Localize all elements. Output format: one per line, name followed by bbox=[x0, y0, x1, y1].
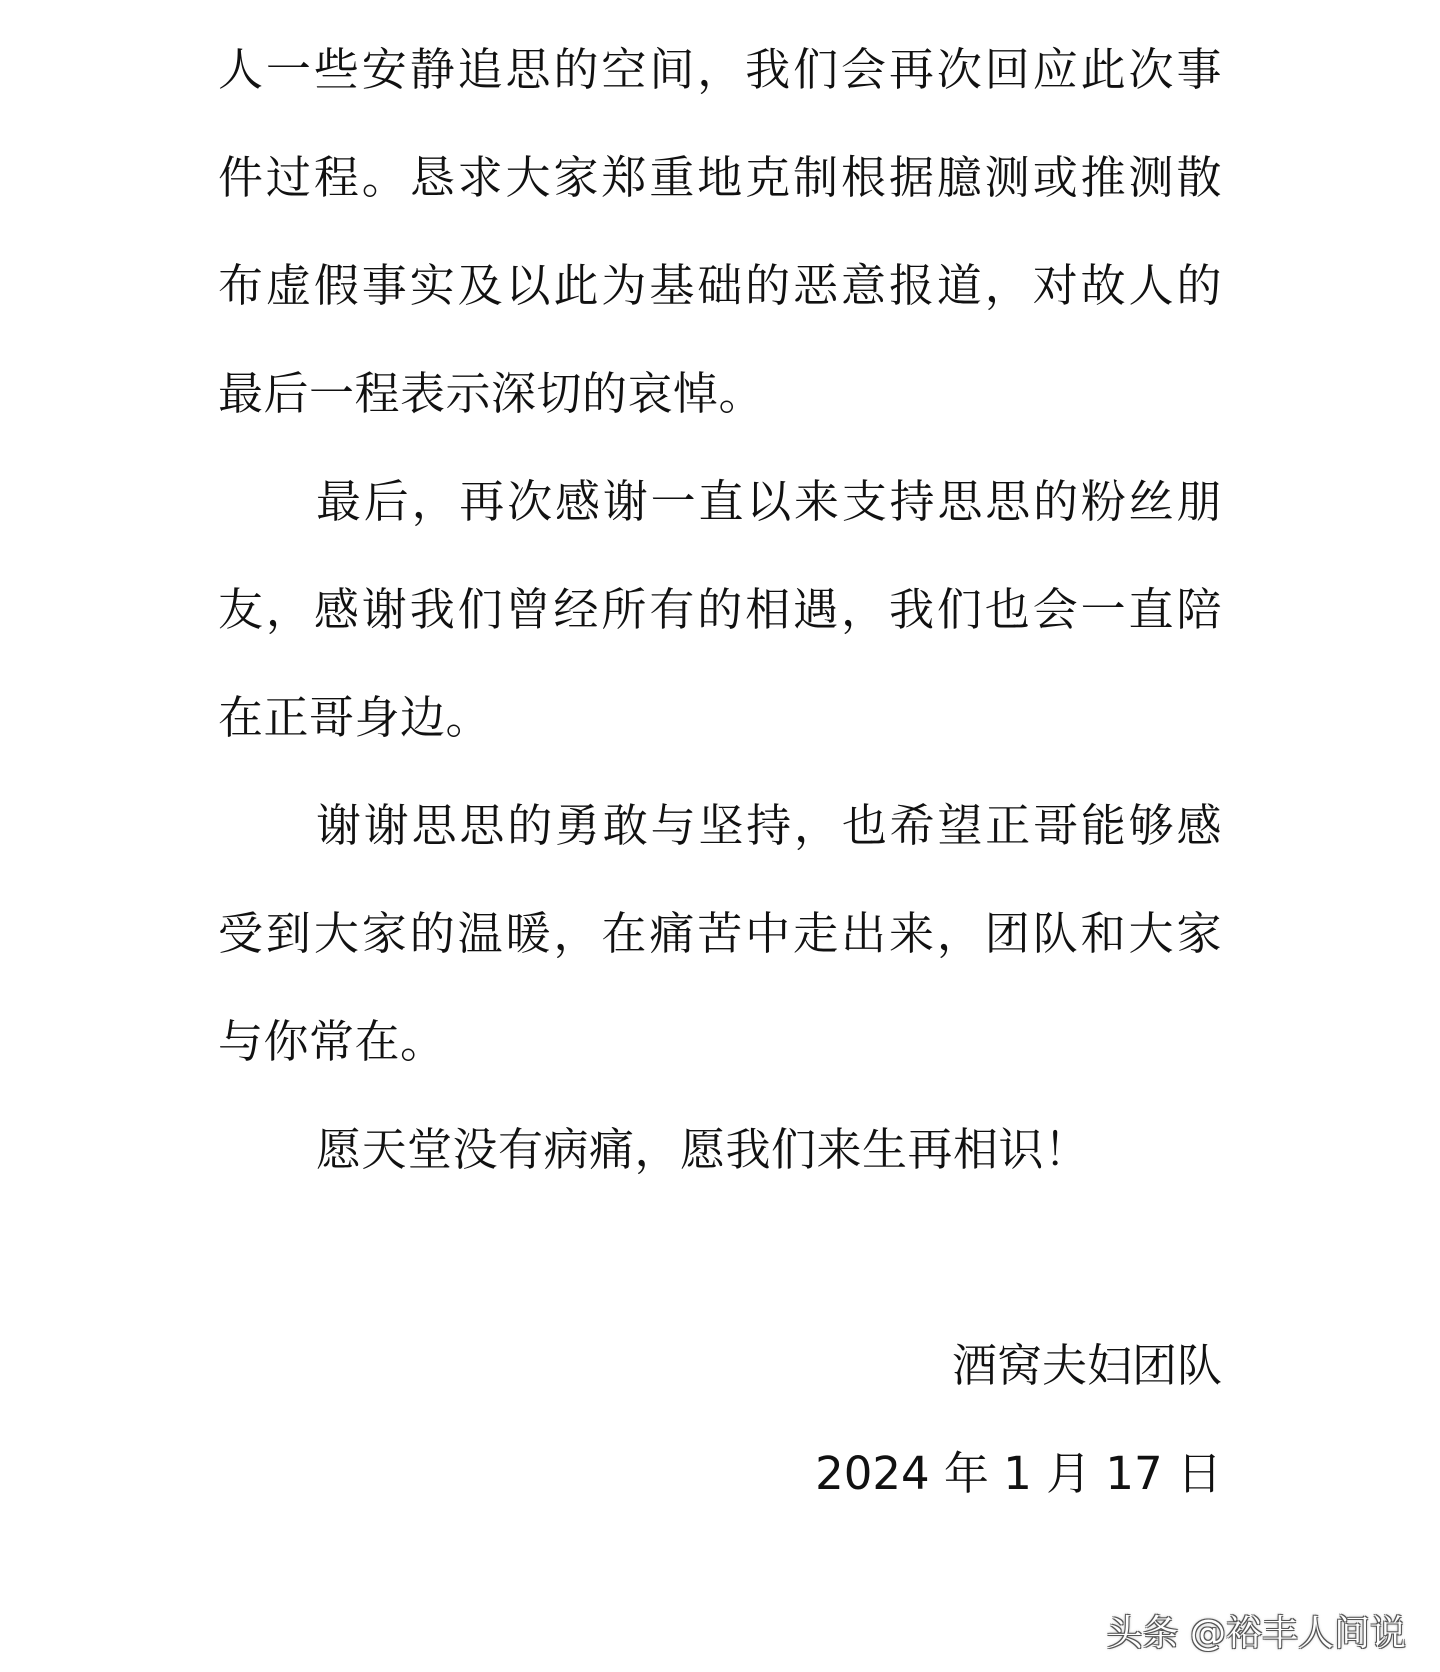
paragraph-2-line-3: 在正哥身边。 bbox=[218, 691, 492, 744]
paragraph-1-line-3: 布虚假事实及以此为基础的恶意报道，对故人的 bbox=[218, 259, 1222, 312]
paragraph-3-line-3: 与你常在。 bbox=[218, 1015, 446, 1068]
paragraph-3-line-1: 谢谢思思的勇敢与坚持，也希望正哥能够感 bbox=[316, 799, 1222, 852]
signature-team: 酒窝夫妇团队 bbox=[951, 1339, 1222, 1392]
signature-date: 2024 年 1 月 17 日 bbox=[815, 1447, 1222, 1500]
paragraph-4-line-1: 愿天堂没有病痛，愿我们来生再相识！ bbox=[316, 1123, 1090, 1176]
paragraph-2-line-1: 最后，再次感谢一直以来支持思思的粉丝朋 bbox=[316, 475, 1222, 528]
paragraph-1-line-1: 人一些安静追思的空间，我们会再次回应此次事 bbox=[218, 43, 1222, 96]
paragraph-3-line-2: 受到大家的温暖，在痛苦中走出来，团队和大家 bbox=[218, 907, 1222, 960]
watermark-text: 头条 @裕丰人间说 bbox=[1106, 1613, 1406, 1654]
paragraph-1-line-2: 件过程。恳求大家郑重地克制根据臆测或推测散 bbox=[218, 151, 1222, 204]
paragraph-2-line-2: 友，感谢我们曾经所有的相遇，我们也会一直陪 bbox=[218, 583, 1222, 636]
paragraph-1-line-4: 最后一程表示深切的哀悼。 bbox=[218, 367, 765, 420]
